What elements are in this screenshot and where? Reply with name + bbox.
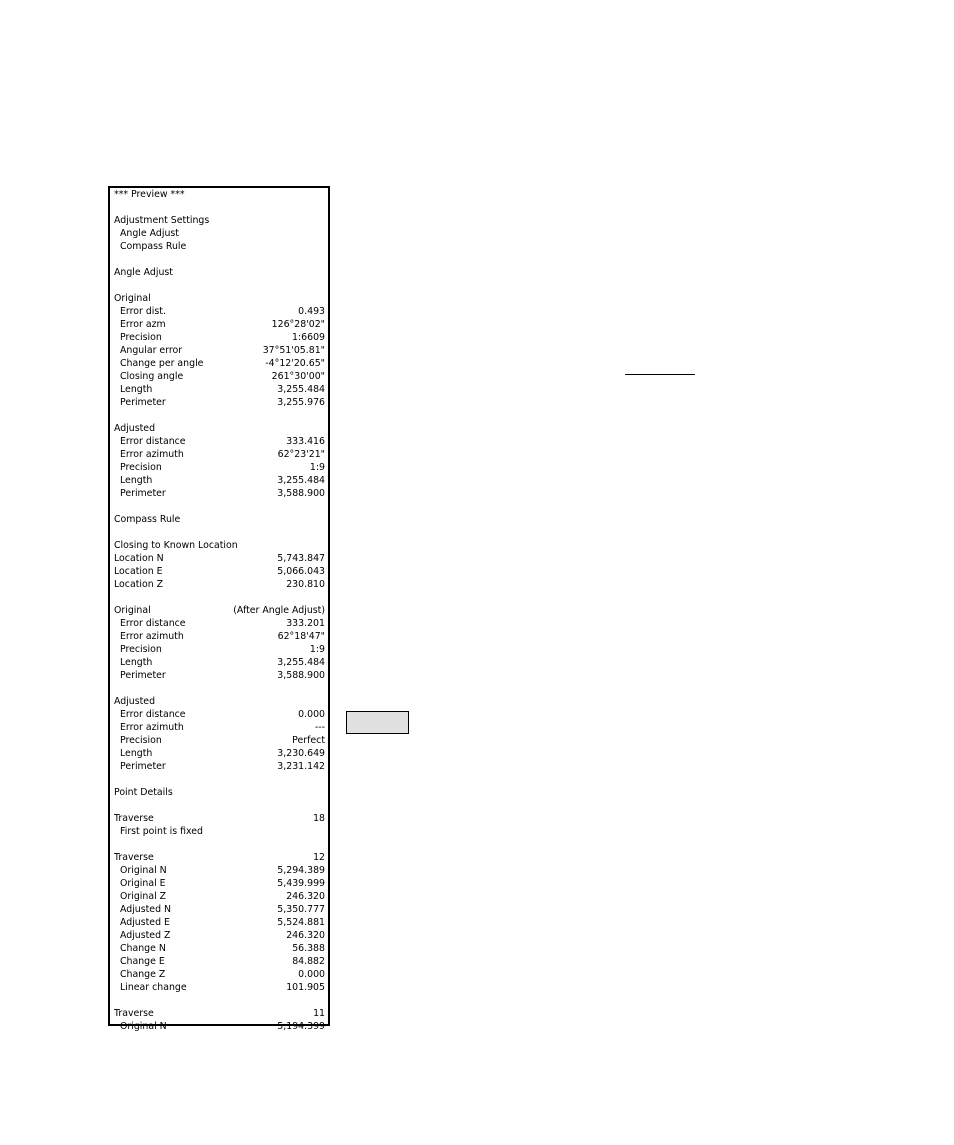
preview-row-label: Adjusted [114, 423, 156, 434]
preview-row [113, 656, 325, 669]
preview-row-value: 0.000 [298, 709, 325, 720]
preview-row [113, 409, 325, 422]
preview-row [113, 630, 325, 643]
preview-row-label: Traverse [114, 852, 154, 863]
preview-row [113, 643, 325, 656]
preview-row-label: Error dist. [120, 306, 166, 317]
preview-row-label: Precision [120, 462, 162, 473]
preview-row-label: Error distance [120, 618, 186, 629]
preview-row-label: Traverse [114, 813, 154, 824]
preview-row [113, 877, 325, 890]
preview-row-label: Point Details [114, 787, 173, 798]
preview-row-label: Location E [114, 566, 163, 577]
preview-row-label: Perimeter [120, 397, 166, 408]
preview-row [113, 591, 325, 604]
preview-row-value: 5,743.847 [277, 553, 325, 564]
preview-row [113, 864, 325, 877]
preview-row-value: 101.905 [286, 982, 325, 993]
preview-row-value: 12 [313, 852, 325, 863]
preview-row [113, 331, 325, 344]
preview-row-label: Original N [120, 1021, 167, 1032]
preview-row-value: 0.000 [298, 969, 325, 980]
action-button[interactable] [346, 711, 409, 734]
preview-row [113, 500, 325, 513]
preview-row-label: Precision [120, 735, 162, 746]
preview-row-value: 3,255.484 [277, 384, 325, 395]
preview-row-label: Change E [120, 956, 165, 967]
preview-row [113, 357, 325, 370]
preview-row-label: Angular error [120, 345, 183, 356]
preview-row-label: Original N [120, 865, 167, 876]
preview-row-label: Length [120, 475, 153, 486]
preview-row-label: Closing angle [120, 371, 184, 382]
preview-row [113, 526, 325, 539]
preview-row-label: Precision [120, 644, 162, 655]
preview-row-label: *** Preview *** [114, 189, 185, 200]
preview-list [113, 188, 325, 1033]
preview-row-value: 3,255.484 [277, 657, 325, 668]
preview-row [113, 851, 325, 864]
preview-row-value: 56.388 [292, 943, 325, 954]
preview-row [113, 825, 325, 838]
preview-row-value: 3,231.142 [277, 761, 325, 772]
preview-row [113, 344, 325, 357]
preview-row-label: Closing to Known Location [114, 540, 238, 551]
preview-row [113, 682, 325, 695]
preview-row-value: 5,066.043 [277, 566, 325, 577]
preview-row [113, 292, 325, 305]
preview-row-value: 3,255.976 [277, 397, 325, 408]
preview-row [113, 318, 325, 331]
preview-row-label: Original E [120, 878, 166, 889]
preview-row-value: 5,524.881 [277, 917, 325, 928]
preview-row [113, 708, 325, 721]
preview-row [113, 552, 325, 565]
preview-row [113, 474, 325, 487]
preview-row-value: 62°23'21" [277, 449, 325, 460]
preview-row-value: 11 [313, 1008, 325, 1019]
preview-row-label: Length [120, 657, 153, 668]
preview-row [113, 1020, 325, 1033]
preview-row [113, 565, 325, 578]
preview-row-value: 261°30'00" [271, 371, 325, 382]
preview-row-label: Adjusted Z [120, 930, 171, 941]
preview-row-value: 62°18'47" [277, 631, 325, 642]
preview-row-label: Adjusted E [120, 917, 170, 928]
preview-row [113, 513, 325, 526]
preview-row-label: Adjustment Settings [114, 215, 210, 226]
preview-row-value: 5,194.399 [277, 1021, 325, 1032]
preview-row [113, 903, 325, 916]
preview-row [113, 916, 325, 929]
preview-row-value: 37°51'05.81" [262, 345, 325, 356]
preview-row [113, 188, 325, 201]
preview-row [113, 721, 325, 734]
preview-row [113, 734, 325, 747]
preview-row-label: Error distance [120, 709, 186, 720]
preview-row [113, 1007, 325, 1020]
preview-row-value: 1:9 [309, 462, 325, 473]
preview-row [113, 279, 325, 292]
preview-row-value: 126°28'02" [271, 319, 325, 330]
preview-row [113, 929, 325, 942]
preview-row [113, 448, 325, 461]
preview-row-label: Error azimuth [120, 631, 184, 642]
preview-row-value: 5,350.777 [277, 904, 325, 915]
preview-row [113, 435, 325, 448]
preview-row [113, 253, 325, 266]
preview-row [113, 812, 325, 825]
preview-row [113, 305, 325, 318]
preview-row-value: 3,588.900 [277, 670, 325, 681]
preview-row-label: Precision [120, 332, 162, 343]
preview-row-value: 84.882 [292, 956, 325, 967]
preview-row [113, 422, 325, 435]
preview-row [113, 604, 325, 617]
underline-mark [625, 374, 695, 375]
preview-row-label: Location Z [114, 579, 164, 590]
preview-row-label: Angle Adjust [120, 228, 179, 239]
preview-row [113, 214, 325, 227]
preview-row-label: Original Z [120, 891, 167, 902]
preview-row-label: Error azimuth [120, 449, 184, 460]
preview-row-value: --- [314, 722, 325, 733]
preview-row [113, 799, 325, 812]
preview-row-value: (After Angle Adjust) [233, 605, 325, 616]
preview-row [113, 383, 325, 396]
preview-row-value: 1:9 [309, 644, 325, 655]
preview-row-value: Perfect [292, 735, 325, 746]
preview-row-label: Perimeter [120, 670, 166, 681]
preview-row-value: 246.320 [286, 930, 325, 941]
preview-row-value: 3,230.649 [277, 748, 325, 759]
preview-row [113, 227, 325, 240]
preview-row-label: Linear change [120, 982, 187, 993]
preview-row-label: Error azm [120, 319, 166, 330]
preview-row [113, 942, 325, 955]
preview-row-label: Traverse [114, 1008, 154, 1019]
preview-row-value: 0.493 [298, 306, 325, 317]
preview-row-label: Original [114, 605, 151, 616]
preview-row-label: Change per angle [120, 358, 204, 369]
preview-row [113, 890, 325, 903]
preview-row [113, 201, 325, 214]
preview-row [113, 838, 325, 851]
preview-row-label: Angle Adjust [114, 267, 173, 278]
preview-row-value: 3,588.900 [277, 488, 325, 499]
preview-row-label: Compass Rule [120, 241, 187, 252]
preview-row [113, 760, 325, 773]
preview-row-value: 18 [313, 813, 325, 824]
preview-row-label: Perimeter [120, 761, 166, 772]
preview-row [113, 981, 325, 994]
preview-row [113, 786, 325, 799]
preview-row-label: Location N [114, 553, 164, 564]
preview-row-value: -4°12'20.65" [265, 358, 325, 369]
preview-row-label: Error azimuth [120, 722, 184, 733]
preview-row [113, 240, 325, 253]
preview-row-label: Length [120, 384, 153, 395]
preview-row [113, 747, 325, 760]
preview-row [113, 955, 325, 968]
preview-row-label: Change Z [120, 969, 166, 980]
preview-row-value: 5,439.999 [277, 878, 325, 889]
preview-row-label: Length [120, 748, 153, 759]
preview-row [113, 617, 325, 630]
preview-row-label: Adjusted [114, 696, 156, 707]
preview-row-label: Perimeter [120, 488, 166, 499]
preview-row-value: 246.320 [286, 891, 325, 902]
preview-row-label: First point is fixed [120, 826, 203, 837]
preview-row [113, 396, 325, 409]
preview-row-label: Compass Rule [114, 514, 181, 525]
preview-row [113, 669, 325, 682]
preview-row-label: Error distance [120, 436, 186, 447]
preview-row-value: 333.201 [286, 618, 325, 629]
preview-row-label: Adjusted N [120, 904, 172, 915]
preview-row-value: 3,255.484 [277, 475, 325, 486]
preview-row [113, 461, 325, 474]
preview-row-label: Original [114, 293, 151, 304]
preview-row-value: 5,294.389 [277, 865, 325, 876]
preview-row [113, 539, 325, 552]
preview-row [113, 487, 325, 500]
preview-row-value: 230.810 [286, 579, 325, 590]
preview-row-value: 1:6609 [292, 332, 325, 343]
preview-row [113, 370, 325, 383]
preview-row-value: 333.416 [286, 436, 325, 447]
preview-row [113, 695, 325, 708]
preview-row [113, 994, 325, 1007]
preview-row [113, 968, 325, 981]
preview-row [113, 773, 325, 786]
preview-row-label: Change N [120, 943, 166, 954]
preview-row [113, 578, 325, 591]
preview-row [113, 266, 325, 279]
preview-panel[interactable] [108, 186, 330, 1032]
